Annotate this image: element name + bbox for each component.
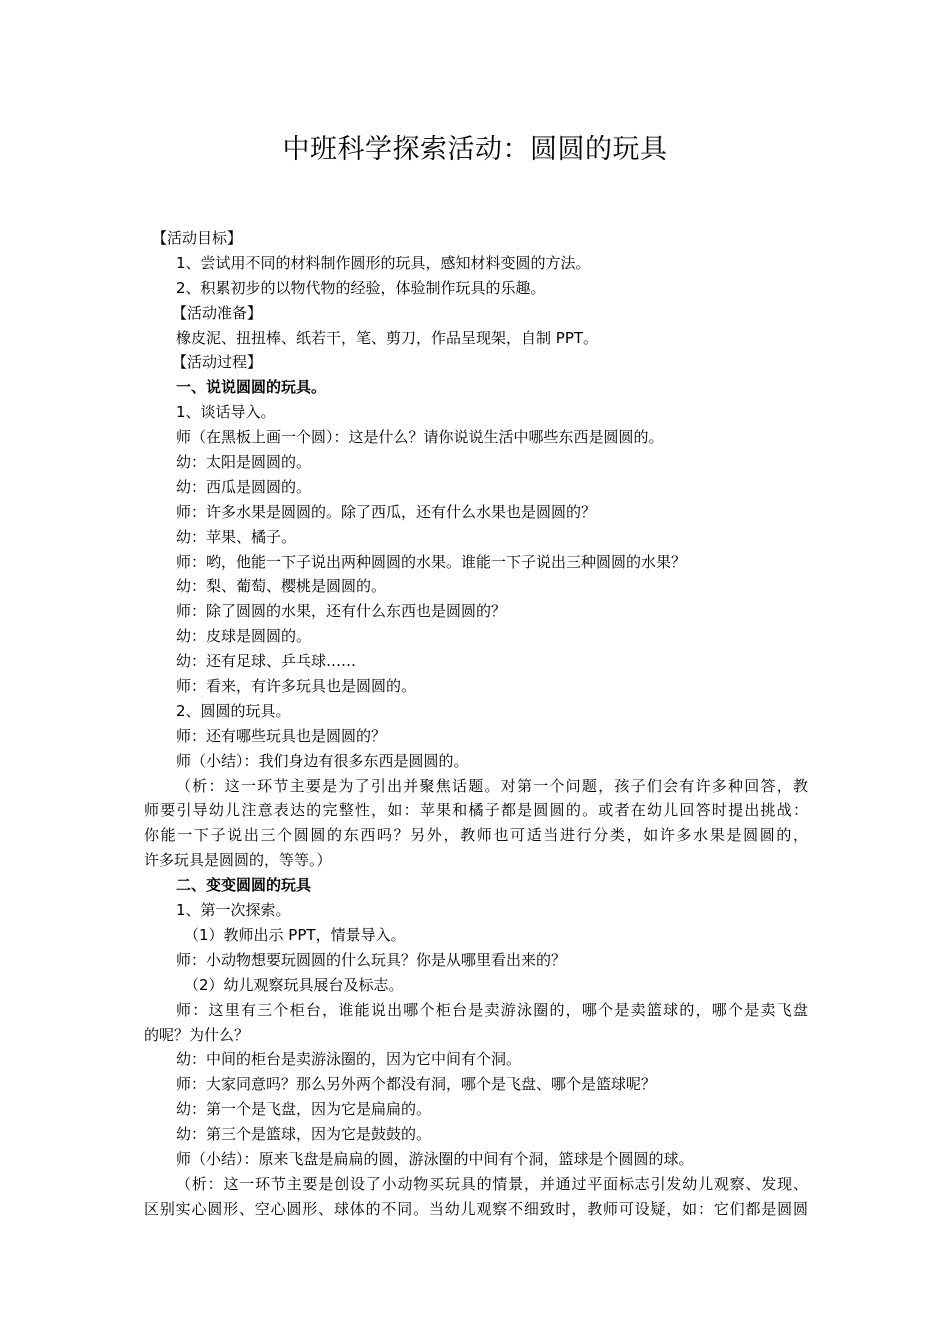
document-body (144, 226, 808, 1222)
dialogue-line: 师：看来，有许多玩具也是圆圆的。 (176, 677, 417, 696)
dialogue-line: 幼：中间的柜台是卖游泳圈的，因为它中间有个洞。 (176, 1050, 522, 1069)
analysis-line: （析：这一环节主要是为了引出并聚焦话题。对第一个问题，孩子们会有许多种回答，教 (176, 776, 808, 795)
dialogue-line: 幼：苹果、橘子。 (176, 527, 297, 546)
dialogue-line: 幼：西瓜是圆圆的。 (176, 477, 312, 496)
dialogue-line: 师：大家同意吗？那么另外两个都没有洞，哪个是飞盘、哪个是篮球呢？ (176, 1075, 657, 1094)
section-heading-process: 【活动过程】 (172, 353, 263, 372)
analysis-line: （析：这一环节主要是创设了小动物买玩具的情景，并通过平面标志引发幼儿观察、发现、 (176, 1174, 808, 1193)
dialogue-line: 幼：第三个是篮球，因为它是鼓鼓的。 (176, 1125, 432, 1144)
subsection-heading: 一、说说圆圆的玩具。 (176, 378, 327, 397)
paragraph-line: （1）教师出示 PPT，情景导入。 (184, 925, 406, 944)
paragraph-line: 2、圆圆的玩具。 (176, 701, 291, 720)
analysis-line: 区别实心圆形、空心圆形、球体的不同。当幼儿观察不细致时，教师可设疑，如：它们都是圆圆 (144, 1199, 808, 1218)
analysis-line: 许多玩具是圆圆的，等等。） (144, 851, 332, 870)
dialogue-line: 师：许多水果是圆圆的。除了西瓜，还有什么水果也是圆圆的？ (176, 502, 597, 521)
dialogue-line: 的呢？为什么？ (144, 1025, 250, 1044)
dialogue-line: 师（在黑板上画一个圆）：这是什么？请你说说生活中哪些东西是圆圆的。 (176, 428, 664, 447)
section-heading-goals: 【活动目标】 (152, 229, 243, 247)
paragraph-line: （2）幼儿观察玩具展台及标志。 (184, 975, 404, 994)
dialogue-line: 师：还有哪些玩具也是圆圆的？ (176, 726, 387, 745)
paragraph-line: 橡皮泥、扭扭棒、纸若干，笔、剪刀，作品呈现架，自制 PPT。 (176, 328, 599, 347)
analysis-line: 师要引导幼儿注意表达的完整性，如：苹果和橘子都是圆圆的。或者在幼儿回答时提出挑战： (144, 801, 808, 820)
paragraph-line: 1、谈话导入。 (176, 403, 276, 422)
dialogue-line: 师（小结）：我们身边有很多东西是圆圆的。 (176, 751, 469, 770)
page-title: 中班科学探索活动：圆圆的玩具 (282, 134, 668, 165)
dialogue-line: 师：哟，他能一下子说出两种圆圆的水果。谁能一下子说出三种圆圆的水果？ (176, 552, 687, 571)
subsection-heading: 二、变变圆圆的玩具 (176, 876, 312, 895)
dialogue-line: 幼：皮球是圆圆的。 (176, 627, 312, 646)
section-heading-preparation: 【活动准备】 (172, 303, 263, 322)
paragraph-line: 1、尝试用不同的材料制作圆形的玩具，感知材料变圆的方法。 (176, 253, 591, 272)
dialogue-line: 师：小动物想要玩圆圆的什么玩具？你是从哪里看出来的？ (176, 950, 567, 969)
dialogue-line: 师：除了圆圆的水果，还有什么东西也是圆圆的？ (176, 602, 507, 621)
analysis-line: 你能一下子说出三个圆圆的东西吗？另外，教师也可适当进行分类，如许多水果是圆圆的， (144, 826, 808, 845)
dialogue-line: 幼：太阳是圆圆的。 (176, 453, 312, 472)
paragraph-line: 1、第一次探索。 (176, 901, 291, 920)
dialogue-line: 幼：第一个是飞盘，因为它是扁扁的。 (176, 1100, 432, 1119)
paragraph-line: 2、积累初步的以物代物的经验，体验制作玩具的乐趣。 (176, 278, 546, 297)
dialogue-line: 幼：还有足球、乒乓球…… (176, 652, 357, 671)
dialogue-line: 师：这里有三个柜台，谁能说出哪个柜台是卖游泳圈的，哪个是卖篮球的，哪个是卖飞盘 (176, 1000, 808, 1019)
dialogue-line: 幼：梨、葡萄、樱桃是圆圆的。 (176, 577, 387, 596)
dialogue-line: 师（小结）：原来飞盘是扁扁的圆，游泳圈的中间有个洞，篮球是个圆圆的球。 (176, 1149, 694, 1168)
